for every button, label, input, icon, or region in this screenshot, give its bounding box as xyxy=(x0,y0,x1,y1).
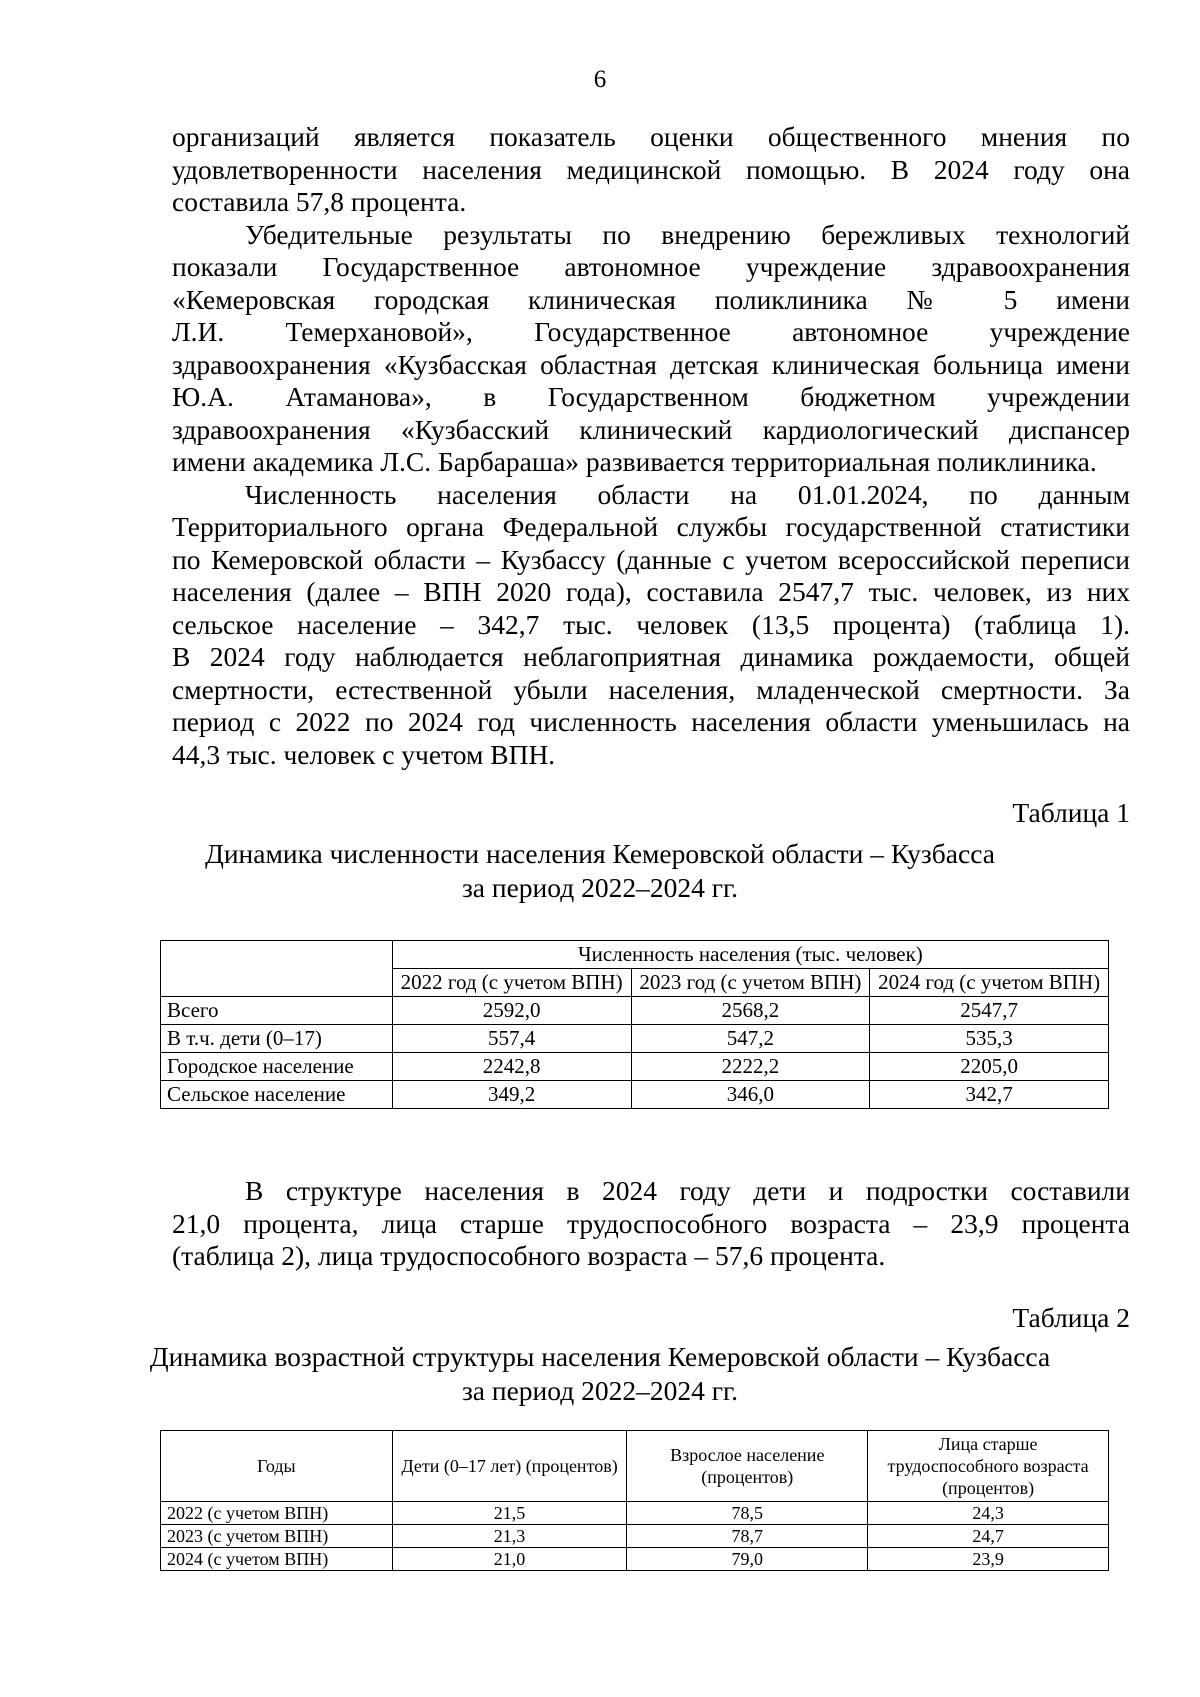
cell-value: 21,3 xyxy=(392,1525,627,1548)
table-row xyxy=(161,997,1109,1025)
paragraph-line: Территориального органа Федеральной службы государственной статистики xyxy=(172,511,1130,542)
cell-value: 23,9 xyxy=(868,1548,1109,1571)
row-label: В т.ч. дети (0–17) xyxy=(161,1025,393,1053)
cell-value: 24,7 xyxy=(868,1525,1109,1548)
paragraph-line: организаций является показатель оценки общественного мнения по xyxy=(172,121,1130,152)
row-year: 2024 (с учетом ВПН) xyxy=(161,1548,393,1571)
page-number: 6 xyxy=(593,66,607,93)
table2-col-adults: Взрослое население (процентов) xyxy=(627,1431,868,1502)
paragraph-line: населения (далее – ВПН 2020 года), составила 2547,7 тыс. человек, из них xyxy=(172,576,1130,607)
cell-value: 78,7 xyxy=(627,1525,868,1548)
age-structure-table xyxy=(160,1430,1109,1571)
paragraph-line: здравоохранения «Кузбасский клинический кардиологический диспансер xyxy=(172,413,1130,445)
paragraph-line: В 2024 году наблюдается неблагоприятная динамика рождаемости, общей xyxy=(172,641,1130,672)
table2-title-line1: Динамика возрастной структуры населения Кемеровской области – Кузбасса xyxy=(149,1341,1051,1372)
table-row xyxy=(161,1548,1109,1571)
cell-value: 557,4 xyxy=(392,1025,631,1053)
paragraph-line: Убедительные результаты по внедрению бережливых технологий xyxy=(245,218,1130,250)
paragraph-line: Л.И. Темерхановой», Государственное автономное учреждение xyxy=(172,316,1130,347)
paragraph-line: сельское население – 342,7 тыс. человек (13,5 процента) (таблица 1). xyxy=(172,608,1130,640)
cell-value: 24,3 xyxy=(868,1502,1109,1525)
cell-value: 2568,2 xyxy=(631,997,870,1025)
cell-value: 346,0 xyxy=(631,1081,870,1109)
paragraph-line: показали Государственное автономное учреждение здравоохранения xyxy=(172,251,1130,282)
table1-col-2023: 2023 год (с учетом ВПН) xyxy=(631,969,870,997)
cell-value: 535,3 xyxy=(870,1025,1109,1053)
paragraph-line: 44,3 тыс. человек с учетом ВПН. xyxy=(172,738,556,770)
table1-title-line1: Динамика численности населения Кемеровской области – Кузбасса xyxy=(205,838,995,869)
paragraph-line: имени академика Л.С. Барбараша» развивается территориальная поликлиника. xyxy=(172,446,1097,477)
cell-value: 342,7 xyxy=(870,1081,1109,1109)
paragraph-line: 21,0 процента, лица старше трудоспособного возраста – 23,9 процента xyxy=(172,1207,1130,1239)
table1-col-2024: 2024 год (с учетом ВПН) xyxy=(870,969,1109,997)
table-row xyxy=(161,1081,1109,1109)
paragraph-line: удовлетворенности населения медицинской помощью. В 2024 году она xyxy=(172,153,1130,185)
row-label: Сельское население xyxy=(161,1081,393,1109)
paragraph-line: Ю.А. Атаманова», в Государственном бюджетном учреждении xyxy=(172,381,1130,412)
table1-col-2022: 2022 год (с учетом ВПН) xyxy=(392,969,631,997)
table1-title-line2: за период 2022–2024 гг. xyxy=(461,872,739,903)
table2-title-line2: за период 2022–2024 гг. xyxy=(461,1375,739,1406)
table2-col-elderly: Лица старше трудоспособного возраста (процентов) xyxy=(868,1431,1109,1502)
paragraph-line: (таблица 2), лица трудоспособного возраста – 57,6 процента. xyxy=(172,1240,886,1271)
paragraph-line: «Кемеровская городская клиническая поликлиника № 5 имени xyxy=(172,283,1130,315)
row-label: Всего xyxy=(161,997,393,1025)
paragraph-line: смертности, естественной убыли населения, младенческой смертности. За xyxy=(172,673,1130,705)
cell-value: 547,2 xyxy=(631,1025,870,1053)
row-year: 2022 (с учетом ВПН) xyxy=(161,1502,393,1525)
body-text-top xyxy=(172,121,1130,771)
table-row xyxy=(161,1502,1109,1525)
paragraph-line: период с 2022 по 2024 год численность населения области уменьшилась на xyxy=(172,706,1130,737)
cell-value: 2592,0 xyxy=(392,997,631,1025)
table-row xyxy=(161,1053,1109,1081)
row-year: 2023 (с учетом ВПН) xyxy=(161,1525,393,1548)
cell-value: 2205,0 xyxy=(870,1053,1109,1081)
table1-group-header: Численность населения (тыс. человек) xyxy=(392,941,1108,969)
cell-value: 349,2 xyxy=(392,1081,631,1109)
table2-col-years: Годы xyxy=(161,1431,393,1502)
cell-value: 2222,2 xyxy=(631,1053,870,1081)
paragraph-line: Численность населения области на 01.01.2024, по данным xyxy=(245,478,1130,510)
cell-value: 21,5 xyxy=(392,1502,627,1525)
row-label: Городское население xyxy=(161,1053,393,1081)
paragraph-line: составила 57,8 процента. xyxy=(172,186,467,217)
body-text-middle xyxy=(172,1175,1130,1273)
table2-label: Таблица 2 xyxy=(1012,1302,1130,1333)
table-corner-cell xyxy=(161,941,393,997)
paragraph-line: В структуре населения в 2024 году дети и подростки составили xyxy=(245,1175,1130,1206)
cell-value: 21,0 xyxy=(392,1548,627,1571)
cell-value: 79,0 xyxy=(627,1548,868,1571)
cell-value: 78,5 xyxy=(627,1502,868,1525)
paragraph-line: здравоохранения «Кузбасская областная детская клиническая больница имени xyxy=(172,348,1130,380)
cell-value: 2242,8 xyxy=(392,1053,631,1081)
cell-value: 2547,7 xyxy=(870,997,1109,1025)
table1-label: Таблица 1 xyxy=(1012,797,1130,828)
table-row xyxy=(161,1525,1109,1548)
table-row xyxy=(161,1025,1109,1053)
table2-col-children: Дети (0–17 лет) (процентов) xyxy=(392,1431,627,1502)
population-table xyxy=(160,940,1109,1109)
paragraph-line: по Кемеровской области – Кузбассу (данные с учетом всероссийской переписи xyxy=(172,543,1130,575)
